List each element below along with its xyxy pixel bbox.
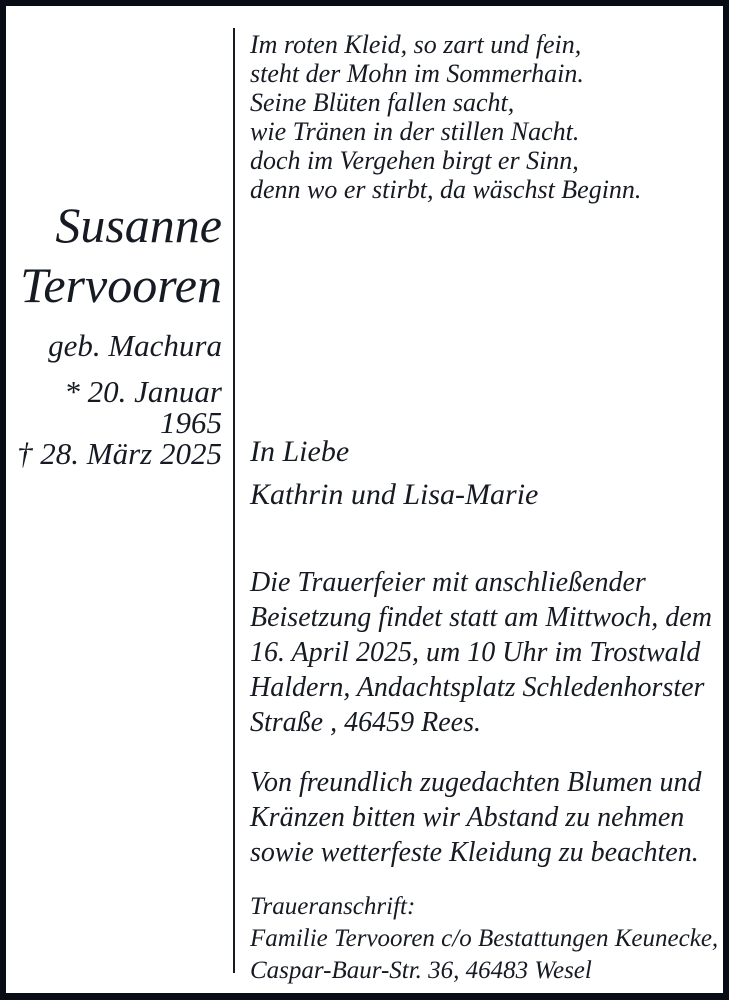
column-divider-rule [233, 28, 235, 973]
mourners-names: Kathrin und Lisa-Marie [250, 478, 539, 511]
funeral-line: Haldern, Andachtsplatz Schledenhorster [250, 672, 705, 703]
deceased-name [6, 195, 222, 315]
poem-line: Seine Blüten fallen sacht, [250, 88, 515, 117]
deceased-first-name: Susanne [55, 197, 222, 253]
flowers-line: sowie wetterfeste Kleidung zu beachten. [250, 837, 699, 868]
condolence-address-line: Familie Tervooren c/o Bestattungen Keunecke, [250, 925, 719, 952]
poem-line: steht der Mohn im Sommerhain. [250, 59, 584, 88]
death-date: † 28. März 2025 [17, 436, 222, 471]
flowers-request [250, 765, 723, 870]
funeral-details [250, 565, 723, 740]
flowers-line: Kränzen bitten wir Abstand zu nehmen [250, 802, 685, 833]
memorial-poem [250, 30, 723, 204]
maiden-name: geb. Machura [48, 328, 222, 363]
poem-line: doch im Vergehen birgt er Sinn, [250, 146, 579, 175]
flowers-line: Von freundlich zugedachten Blumen und [250, 767, 702, 798]
deceased-last-name: Tervooren [20, 257, 222, 313]
funeral-line: Die Trauerfeier mit anschließender [250, 567, 646, 598]
funeral-line: Straße , 46459 Rees. [250, 707, 481, 738]
poem-line: denn wo er stirbt, da wäschst Beginn. [250, 175, 642, 204]
condolence-address-line: Caspar-Baur-Str. 36, 46483 Wesel [250, 957, 592, 984]
poem-line: Im roten Kleid, so zart und fein, [250, 30, 582, 59]
condolence-address-label: Traueranschrift: [250, 893, 416, 920]
life-dates [6, 376, 222, 469]
closing-phrase: In Liebe [250, 435, 350, 468]
funeral-line: 16. April 2025, um 10 Uhr im Trostwald [250, 637, 701, 668]
poem-line: wie Tränen in der stillen Nacht. [250, 117, 580, 146]
birth-date: * 20. Januar 1965 [64, 374, 222, 440]
funeral-line: Beisetzung findet statt am Mittwoch, dem [250, 602, 712, 633]
condolence-address [250, 891, 723, 987]
